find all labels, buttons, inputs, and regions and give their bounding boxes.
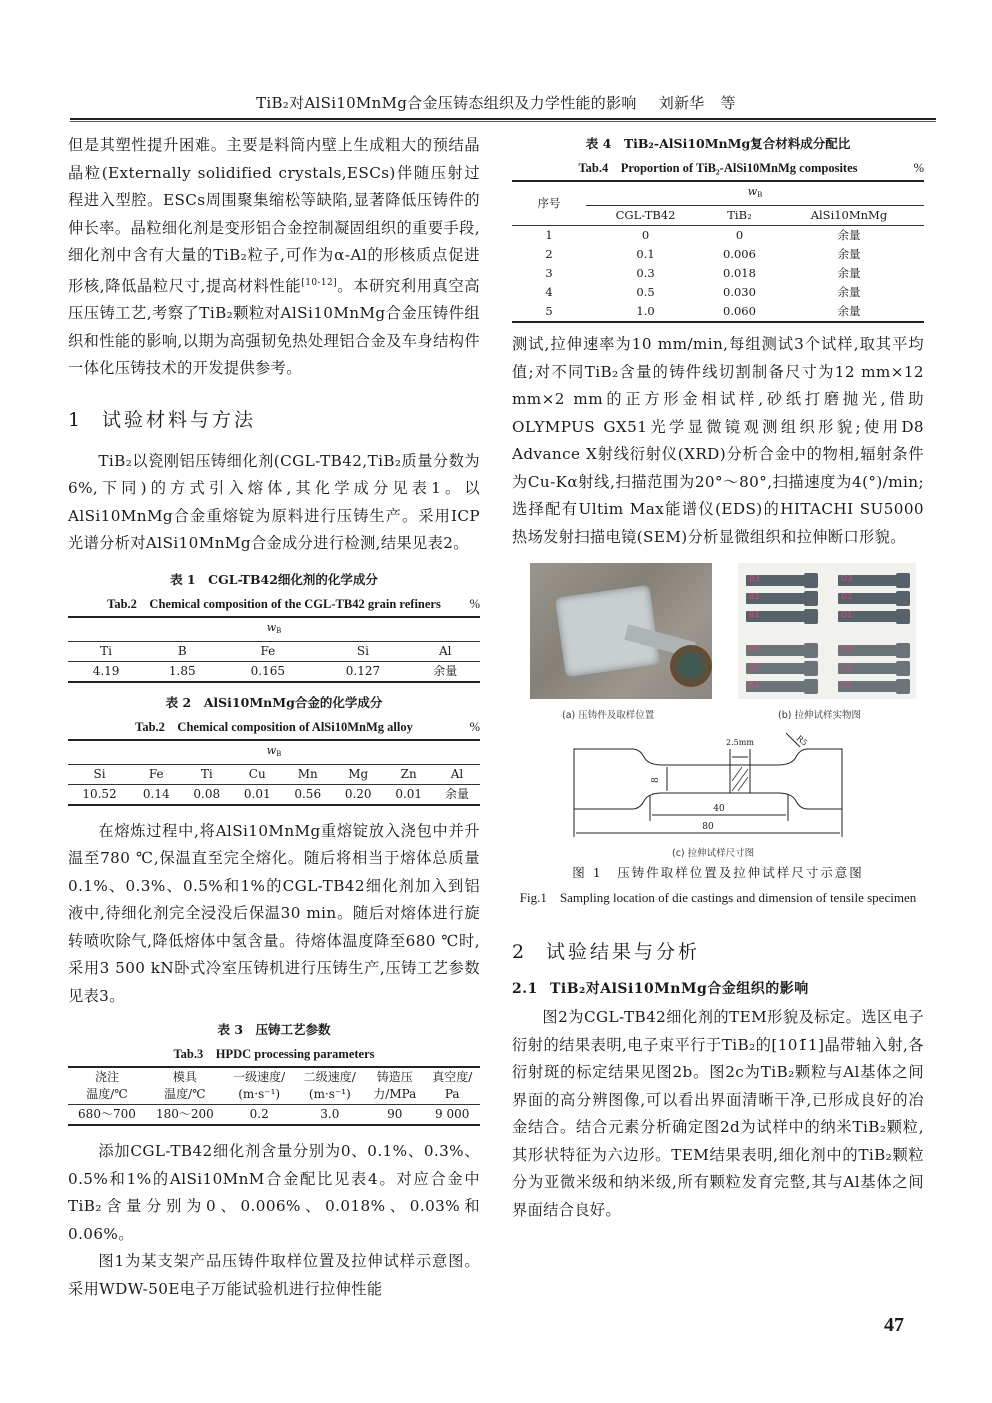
table-4-group-header xyxy=(586,181,924,206)
header-line-2: (m·s⁻¹) xyxy=(308,1087,351,1101)
page-number: 47 xyxy=(884,1314,904,1336)
tensile-specimen-bar xyxy=(838,681,900,692)
table2-column-header: Mg xyxy=(333,764,383,784)
subsection-title: TiB₂对AlSi10MnMg合金组织的影响 xyxy=(550,981,809,997)
wb-symbol: w xyxy=(266,743,277,757)
table2-column-header: Mn xyxy=(282,764,332,784)
section-heading-1 xyxy=(68,405,480,432)
dim-width-label: 2.5mm xyxy=(726,738,754,747)
table-4-unit: % xyxy=(913,161,924,175)
tensile-specimen-bar xyxy=(746,663,808,674)
table-3-grid xyxy=(68,1066,480,1126)
section-number: 2 xyxy=(512,941,525,963)
casting-can xyxy=(670,645,712,687)
table1-column-header: Si xyxy=(315,641,410,661)
specimen-label: B1 xyxy=(749,610,760,619)
wb-subscript: B xyxy=(757,191,763,199)
table1-cell: 余量 xyxy=(433,663,458,678)
table4-cell: 0.1 xyxy=(636,247,655,261)
table3-cell: 9 000 xyxy=(435,1107,470,1121)
header-line-2: 力/MPa xyxy=(373,1087,417,1101)
table1-cell: 0.165 xyxy=(250,663,286,678)
paragraph-materials: TiB₂以瓷刚铝压铸细化剂(CGL-TB42,TiB₂质量分数为6%,下同)的方式引入熔体,其化学成分见表1。以AlSi10MnMg合金重熔锭为原料进行压铸生产。采用ICP光谱分析对AlSi10MnMg合金成分进行检测,结果见表2。 xyxy=(68,451,480,552)
citation: [10-12] xyxy=(301,277,338,288)
dim-total-length-label: 80 xyxy=(702,822,714,832)
left-column xyxy=(68,132,480,1303)
table2-cell: 0.01 xyxy=(395,786,423,801)
table1-cell: 4.19 xyxy=(92,663,120,678)
tensile-specimen-bar xyxy=(838,611,900,622)
header-line-1: 浇注 xyxy=(94,1070,119,1084)
specimen-label: D3 xyxy=(841,574,853,583)
subsection-heading-2-1 xyxy=(512,978,924,998)
header-line-2: 温度/℃ xyxy=(86,1087,128,1101)
right-column xyxy=(512,132,924,1224)
table4-cell: 2 xyxy=(545,247,553,261)
table4-cell: 余量 xyxy=(837,228,861,242)
tensile-specimen-bar xyxy=(838,645,900,656)
table4-cell: 0.018 xyxy=(723,266,756,280)
table1-row xyxy=(68,661,480,682)
specimen-label: C3 xyxy=(841,644,852,653)
table-1-caption-zh: 表 1 CGL-TB42细化剂的化学成分 xyxy=(170,571,378,587)
table1-column-header: Fe xyxy=(220,641,315,661)
table-1-caption-en-text: Tab.2 Chemical composition of the CGL-TB42 grain refiners xyxy=(107,596,441,611)
header-line-1: 铸造压 xyxy=(376,1070,413,1084)
table-1-caption-en xyxy=(68,592,480,616)
tensile-specimen-bar xyxy=(746,575,808,586)
running-header xyxy=(0,92,992,113)
table4-cell: 0.060 xyxy=(723,304,756,318)
table4-row xyxy=(512,264,924,283)
table-4-caption-en xyxy=(512,156,924,180)
table4-column-header: TiB₂ xyxy=(705,206,774,226)
table-2-caption-en-text: Tab.2 Chemical composition of AlSi10MnMg alloy xyxy=(135,719,413,734)
table-3-caption-en: Tab.3 HPDC processing parameters xyxy=(173,1047,375,1061)
table1-cell: 1.85 xyxy=(168,663,196,678)
table4-cell: 余量 xyxy=(837,304,861,318)
subcaption-b: (b) 拉伸试样实物图 xyxy=(778,710,861,721)
table-2-caption-en xyxy=(68,715,480,739)
table-1 xyxy=(68,568,480,683)
table3-column-header xyxy=(146,1067,224,1105)
subcaption-c: (c) 拉伸试样尺寸图 xyxy=(672,848,755,859)
table2-column-header: Fe xyxy=(131,764,181,784)
table3-column-header xyxy=(224,1067,295,1105)
header-line-2: 温度/℃ xyxy=(164,1087,206,1101)
table4-cell: 0.5 xyxy=(636,285,655,299)
header-line-1: 一级速度/ xyxy=(233,1070,286,1084)
table3-cell: 680～700 xyxy=(78,1107,136,1121)
tensile-specimen-bar xyxy=(746,611,808,622)
table3-column-header xyxy=(365,1067,424,1105)
table2-column-header: Al xyxy=(434,764,480,784)
header-rule-thin xyxy=(70,121,936,122)
photo-tensile-specimens xyxy=(738,563,916,699)
table-4 xyxy=(512,132,924,323)
table4-column-header: AlSi10MnMg xyxy=(774,206,924,226)
paragraph-testing: 测试,拉伸速率为10 mm/min,每组测试3个试样,取其平均值;对不同TiB₂含量的铸件线切割制备尺寸为12 mm×12 mm×2 mm的正方形金相试样,砂纸打磨抛光,借助OLYMPUS GX51光学显微镜观测组织形貌;使用D8 Advance X射线衍射仪(XRD)分析合金中的物相,辐射条件为Cu-Kα射线,扫描范围为20°～80°,扫描速度为4(°)/min;选择配有Ultim Max能谱仪(EDS)的HITACHI SU5000热场发射扫描电镜(SEM)分析显微组织和拉伸断口形貌。 xyxy=(512,335,924,546)
table2-cell: 0.01 xyxy=(243,786,271,801)
table-4-index-header: 序号 xyxy=(512,181,586,226)
specimen-label: C1 xyxy=(841,680,852,689)
table3-cell: 3.0 xyxy=(320,1107,340,1121)
header-line-2: (m·s⁻¹) xyxy=(238,1087,281,1101)
table3-cell: 90 xyxy=(387,1107,403,1121)
table1-cell: 0.127 xyxy=(345,663,381,678)
specimen-label: A3 xyxy=(749,644,760,653)
table-1-group-header xyxy=(68,617,480,642)
table-1-grid xyxy=(68,616,480,683)
header-line-1: 二级速度/ xyxy=(303,1070,356,1084)
table4-cell: 3 xyxy=(545,266,553,280)
table2-row xyxy=(68,784,480,805)
table2-cell: 0.20 xyxy=(344,786,372,801)
table4-cell: 余量 xyxy=(837,247,861,261)
table4-row xyxy=(512,245,924,264)
table3-cell: 180～200 xyxy=(155,1107,214,1121)
wb-symbol: w xyxy=(266,620,277,634)
table1-column-header: Ti xyxy=(68,641,144,661)
table4-cell: 5 xyxy=(545,304,553,318)
table-3-caption-zh: 表 3 压铸工艺参数 xyxy=(217,1022,331,1037)
table-3 xyxy=(68,1018,480,1126)
table-4-caption-en-text: Tab.4 Proportion of TiB₂-AlSi10MnMg composites xyxy=(578,161,858,175)
table-4-grid xyxy=(512,180,924,323)
paragraph-intro xyxy=(68,132,480,383)
table4-cell: 余量 xyxy=(837,285,861,299)
tensile-specimen-bar xyxy=(746,645,808,656)
intro-text: 但是其塑性提升困难。主要是料筒内壁上生成粗大的预结晶晶粒(Externally solidified crystals,ESCs)伴随压射过程进入型腔。ESCs周围聚集缩松等缺陷,显著降低压铸件的伸长率。晶粒细化剂是变形铝合金控制凝固组织的重要手段,细化剂中含有大量的TiB₂粒子,可作为α-Al的形核质点促进形核,降低晶粒尺寸,提高材料性能 xyxy=(68,136,480,295)
table4-cell: 0.3 xyxy=(636,266,655,280)
table4-cell: 余量 xyxy=(837,266,861,280)
table4-row xyxy=(512,302,924,322)
section-heading-2 xyxy=(512,937,924,964)
wb-subscript: B xyxy=(276,749,282,758)
specimen-label: B2 xyxy=(749,592,760,601)
header-etal: 等 xyxy=(720,94,736,112)
paragraph-figure1-intro: 图1为某支架产品压铸件取样位置及拉伸试样示意图。采用WDW-50E电子万能试验机进行拉伸性能 xyxy=(68,1252,480,1298)
header-line-1: 真空度/ xyxy=(432,1070,473,1084)
table2-column-header: Cu xyxy=(232,764,282,784)
table3-column-header xyxy=(295,1067,366,1105)
figure-1 xyxy=(512,563,924,933)
specimen-label: B3 xyxy=(749,574,760,583)
paragraph-composition: 添加CGL-TB42细化剂含量分别为0、0.1%、0.3%、0.5%和1%的AlSi10MnM合金配比见表4。对应合金中TiB₂含量分别为0、0.006%、0.018%、0.03%和0.06%。 xyxy=(68,1142,480,1243)
table4-row xyxy=(512,226,924,246)
figure-1-caption-en: Fig.1 Sampling location of die castings and dimension of tensile specimen xyxy=(519,890,917,905)
table4-cell: 1 xyxy=(545,228,553,242)
figure-1-caption-zh: 图 1 压铸件取样位置及拉伸试样尺寸示意图 xyxy=(572,865,864,880)
specimen-label: A2 xyxy=(749,662,760,671)
table2-column-header: Si xyxy=(68,764,131,784)
table3-column-header xyxy=(68,1067,146,1105)
dim-gauge-width-label: 8 xyxy=(651,777,661,783)
figure-1-caption xyxy=(512,863,924,909)
table-2-unit: % xyxy=(469,719,480,734)
section-title: 试验材料与方法 xyxy=(102,408,257,431)
wb-subscript: B xyxy=(276,626,282,635)
table4-cell: 0.030 xyxy=(723,285,756,299)
table3-column-header xyxy=(424,1067,480,1105)
header-title: TiB₂对AlSi10MnMg合金压铸态组织及力学性能的影响 xyxy=(256,94,637,112)
intro-text-tail: 。本研究利用真空高压压铸工艺,考察了TiB₂颗粒对AlSi10MnMg合金压铸件组织和性能的影响,以期为高强韧免热处理铝合金及车身结构件一体化压铸技术的开发提供参考。 xyxy=(68,276,480,377)
table-2-group-header xyxy=(68,740,480,765)
header-author: 刘新华 xyxy=(658,94,705,112)
subsection-number: 2.1 xyxy=(512,981,538,997)
table4-column-header: CGL-TB42 xyxy=(586,206,705,226)
tensile-specimen-bar xyxy=(838,575,900,586)
header-line-1: 模具 xyxy=(172,1070,197,1084)
table4-row xyxy=(512,283,924,302)
table-4-caption-zh: 表 4 TiB₂-AlSi10MnMg复合材料成分配比 xyxy=(585,136,851,151)
paragraph-tem-results: 图2为CGL-TB42细化剂的TEM形貌及标定。选区电子衍射的结果表明,电子束平行于TiB₂的[101̄1]晶带轴入射,各衍射斑的标定结果见图2b。图2c为TiB₂颗粒与Al基体之间界面的高分辨图像,可以看出界面清晰干净,已形成良好的冶金结合。结合元素分析确定图2d为试样中的纳米TiB₂颗粒,其形状特征为六边形。TEM结果表明,细化剂中的TiB₂颗粒分为亚微米级和纳米级,所有颗粒发育完整,其与Al基体之间界面结合良好。 xyxy=(512,1008,924,1219)
table2-cell: 0.08 xyxy=(193,786,221,801)
table3-cell: 0.2 xyxy=(249,1107,269,1121)
tensile-specimen-drawing xyxy=(572,729,872,839)
specimen-label: A1 xyxy=(749,680,760,689)
table-1-unit: % xyxy=(469,596,480,611)
table2-column-header: Zn xyxy=(383,764,433,784)
wb-symbol: w xyxy=(747,185,758,198)
table4-cell: 4 xyxy=(545,285,553,299)
table-2-grid xyxy=(68,739,480,806)
tensile-specimen-bar xyxy=(838,663,900,674)
header-line-2: Pa xyxy=(444,1087,460,1101)
table3-row xyxy=(68,1105,480,1126)
table4-cell: 0 xyxy=(641,228,650,242)
tensile-specimen-bar xyxy=(746,593,808,604)
table2-cell: 余量 xyxy=(444,786,469,801)
section-number: 1 xyxy=(68,408,81,431)
table2-cell: 0.14 xyxy=(142,786,170,801)
specimen-label: D2 xyxy=(841,592,853,601)
section-title: 试验结果与分析 xyxy=(546,941,701,963)
table1-column-header: B xyxy=(144,641,220,661)
table-2-caption-zh: 表 2 AlSi10MnMg合金的化学成分 xyxy=(165,694,383,710)
table4-cell: 1.0 xyxy=(636,304,655,318)
photo-die-casting xyxy=(530,563,712,699)
dim-radius-label: R5 xyxy=(794,733,810,748)
specimen-label: D1 xyxy=(841,610,853,619)
table2-column-header: Ti xyxy=(182,764,232,784)
tensile-specimen-bar xyxy=(838,593,900,604)
subcaption-a: (a) 压铸件及取样位置 xyxy=(562,710,655,721)
table1-column-header: Al xyxy=(411,641,481,661)
specimen-outline xyxy=(574,749,842,809)
tensile-specimen-bar xyxy=(746,681,808,692)
dim-gauge-length-label: 40 xyxy=(713,804,725,814)
table-2 xyxy=(68,691,480,806)
header-rule xyxy=(70,118,936,120)
table2-cell: 0.56 xyxy=(294,786,322,801)
table2-cell: 10.52 xyxy=(82,786,117,801)
paragraph-smelting: 在熔炼过程中,将AlSi10MnMg重熔锭放入浇包中并升温至780 ℃,保温直至完全熔化。随后将相当于熔体总质量0.1%、0.3%、0.5%和1%的CGL-TB42细化剂加入到铝液中,待细化剂完全浸没后保温30 min。随后对熔体进行旋转喷吹除气,降低熔体中氢含量。待熔体温度降至680 ℃时,采用3 500 kN卧式冷室压铸机进行压铸生产,压铸工艺参数见表3。 xyxy=(68,821,480,1005)
table4-cell: 0.006 xyxy=(723,247,756,261)
specimen-label: C2 xyxy=(841,662,852,671)
table4-cell: 0 xyxy=(735,228,744,242)
